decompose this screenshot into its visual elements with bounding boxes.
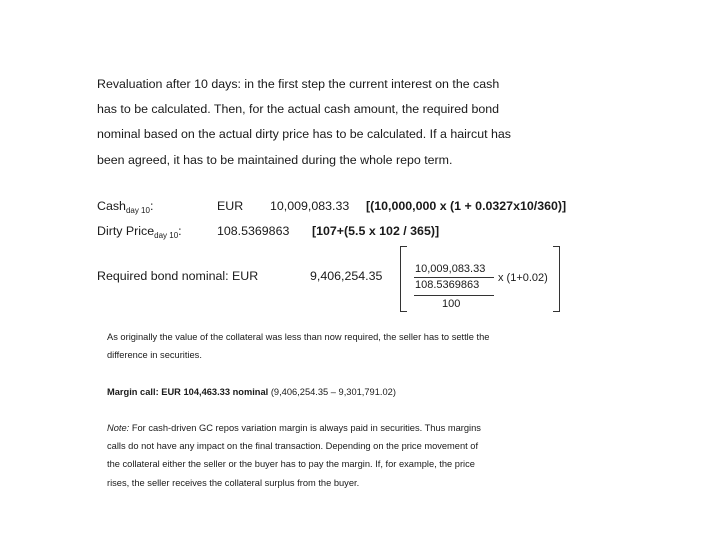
cash-label [97,199,153,213]
settlement-paragraph [107,328,577,364]
cash-label-text: Cash [97,199,126,213]
dirty-price-value: 108.5369863 [217,224,290,238]
formula-divisor: 100 [442,298,461,310]
dirty-price-formula: [107+(5.5 x 102 / 365)] [312,224,440,238]
nominal-formula [400,246,560,312]
formula-denominator: 108.5369863 [415,279,480,291]
margin-call-line [107,383,577,401]
intro-paragraph [97,72,597,173]
cash-formula: [(10,000,000 x (1 + 0.0327x10/360)] [366,199,567,213]
dirty-price-label-colon: : [178,224,182,238]
margin-call-calc: (9,406,254.35 – 9,301,791.02) [270,387,396,397]
note-paragraph [107,419,577,492]
note-line-2: calls do not have any impact on the final transaction. Depending on the price movement of [107,441,479,452]
dirty-price-label-subscript: day 10 [154,231,179,240]
intro-line-1: Revaluation after 10 days: in the first step the current interest on the cash [97,77,500,91]
formula-left-bracket [400,246,407,312]
settlement-line-1: As originally the value of the collateral was less than now required, the seller has to settle the [107,332,490,342]
note-line-3: the collateral either the seller or the buyer has to pay the margin. If, for example, the price [107,459,475,470]
formula-multiplier: x (1+0.02) [498,272,548,284]
formula-numerator: 10,009,083.33 [415,263,486,275]
formula-divisor-line [414,295,494,296]
note-label: Note: [107,423,130,433]
formula-right-bracket [553,246,560,312]
formula-fraction-line [414,277,494,278]
intro-line-2: has to be calculated. Then, for the actual cash amount, the required bond [97,102,500,117]
dirty-price-label-text: Dirty Price [97,224,155,238]
required-nominal-label: Required bond nominal: EUR [97,269,259,283]
margin-call-value: EUR 104,463.33 nominal [161,387,269,397]
cash-value: 10,009,083.33 [270,199,350,213]
note-line-4: rises, the seller receives the collateral surplus from the buyer. [107,477,360,488]
cash-currency: EUR [217,199,244,213]
intro-line-3: nominal based on the actual dirty price has to be calculated. If a haircut has [97,127,511,142]
dirty-price-label [97,224,182,238]
settlement-line-2: difference in securities. [107,350,202,361]
cash-label-colon: : [149,199,154,213]
note-line-1: For cash-driven GC repos variation margin is always paid in securities. Thus margins [131,423,481,433]
margin-call-label: Margin call: [107,387,159,397]
cash-label-subscript: day 10 [125,206,150,215]
required-nominal-value: 9,406,254.35 [310,269,383,283]
intro-line-4: been agreed, it has to be maintained during the whole repo term. [97,152,453,167]
